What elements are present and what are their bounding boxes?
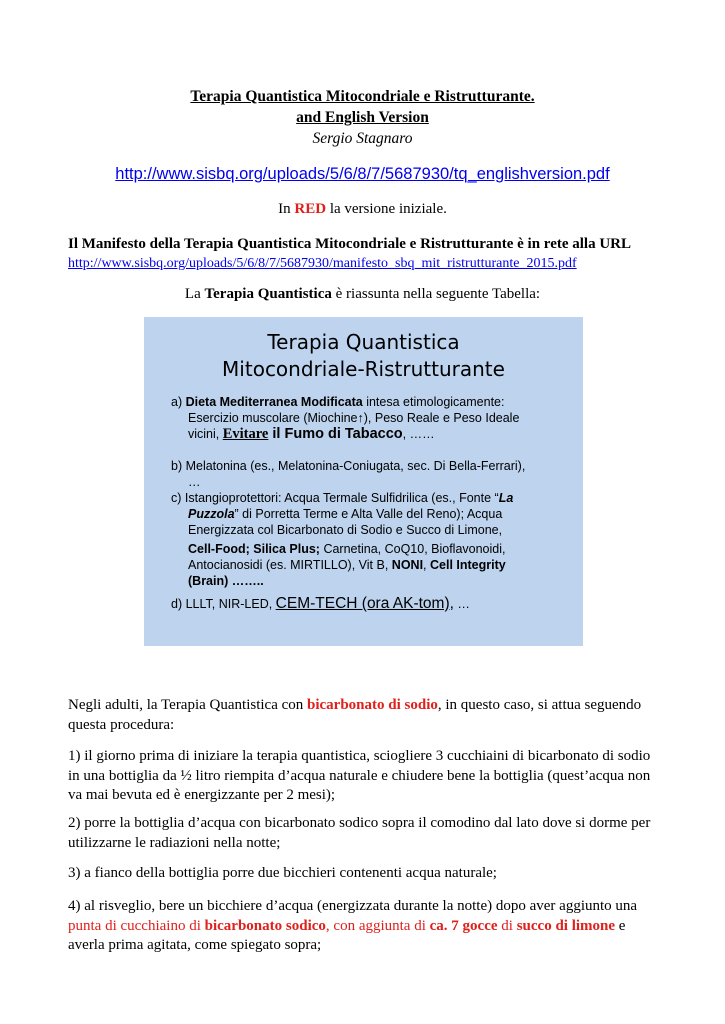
box-item-a: a) Dieta Mediterranea Modificata intesa etimologicamente: Esercizio muscolare (Miochine↑), Peso Reale e Peso Ideale vicini, Evitare il Fumo di Tabacco, …… xyxy=(171,395,520,442)
step-4-paragraph: 4) al risveglio, bere un bicchiere d’acqua (energizzata durante la notte) dopo aver aggiunto una punta di cucchiaino di bicarbonato sodico, con aggiunta di ca. 7 gocce di succo di limone e averla prima agitata, come spiegato sopra; xyxy=(68,898,638,953)
step-1-paragraph: 1) il giorno prima di iniziare la terapia quantistica, sciogliere 3 cucchiaini di bicarbonato di sodio in una bottiglia da ½ litro riempita d’acqua naturale e chiudere bene la bottiglia (quest’acqua non va mai bevuta ed è energizzante per 2 mesi); xyxy=(68,748,651,803)
english-version-link[interactable]: http://www.sisbq.org/uploads/5/6/8/7/5687930/tq_englishversion.pdf xyxy=(115,165,610,183)
therapy-summary-box xyxy=(144,317,583,646)
summary-line: La Terapia Quantistica è riassunta nella seguente Tabella: xyxy=(184,286,541,302)
manifesto-link[interactable]: http://www.sisbq.org/uploads/5/6/8/7/5687930/manifesto_sbq_mit_ristrutturante_2015.pdf xyxy=(68,256,577,271)
box-item-d: d) LLLT, NIR-LED, CEM-TECH (ora AK-tom), … xyxy=(171,595,470,612)
document-author: Sergio Stagnaro xyxy=(312,130,413,147)
intro-paragraph: Negli adulti, la Terapia Quantistica con bicarbonato di sodio, in questo caso, si attua seguendo questa procedura: xyxy=(68,697,642,733)
manifesto-text: Il Manifesto della Terapia Quantistica Mitocondriale e Ristrutturante è in rete alla URL xyxy=(68,236,632,252)
step-3-paragraph: 3) a fianco della bottiglia porre due bicchieri contenenti acqua naturale; xyxy=(68,865,497,881)
manifesto-block xyxy=(68,235,668,273)
document-subtitle: and English Version xyxy=(296,109,429,126)
box-item-c: c) Istangioprotettori: Acqua Termale Sulfidrilica (es., Fonte “La Puzzola” di Porretta Terme e Alta Valle del Reno); Acqua Energizzata col Bicarbonato di Sodio e Succo di Limone, Cell-Food; Silica Plus; Carnetina, CoQ10, Bioflavonoidi, Antocianosidi (es. MIRTILLO), Vit B, NONI, Cell Integrity (Brain) …….. xyxy=(171,491,514,588)
red-label: RED xyxy=(294,201,327,217)
red-version-note: In RED la versione iniziale. xyxy=(278,201,447,217)
box-title: Terapia Quantistica Mitocondriale-Ristrutturante xyxy=(222,330,505,381)
document-title: Terapia Quantistica Mitocondriale e Ristrutturante. xyxy=(190,88,535,105)
box-item-b: b) Melatonina (es., Melatonina-Coniugata, sec. Di Bella-Ferrari), … xyxy=(171,459,526,489)
title-block xyxy=(0,86,725,149)
step-2-paragraph: 2) porre la bottiglia d’acqua con bicarbonato sodico sopra il comodino dal lato dove si dorme per utilizzarne le radiazioni nella notte; xyxy=(68,815,651,851)
